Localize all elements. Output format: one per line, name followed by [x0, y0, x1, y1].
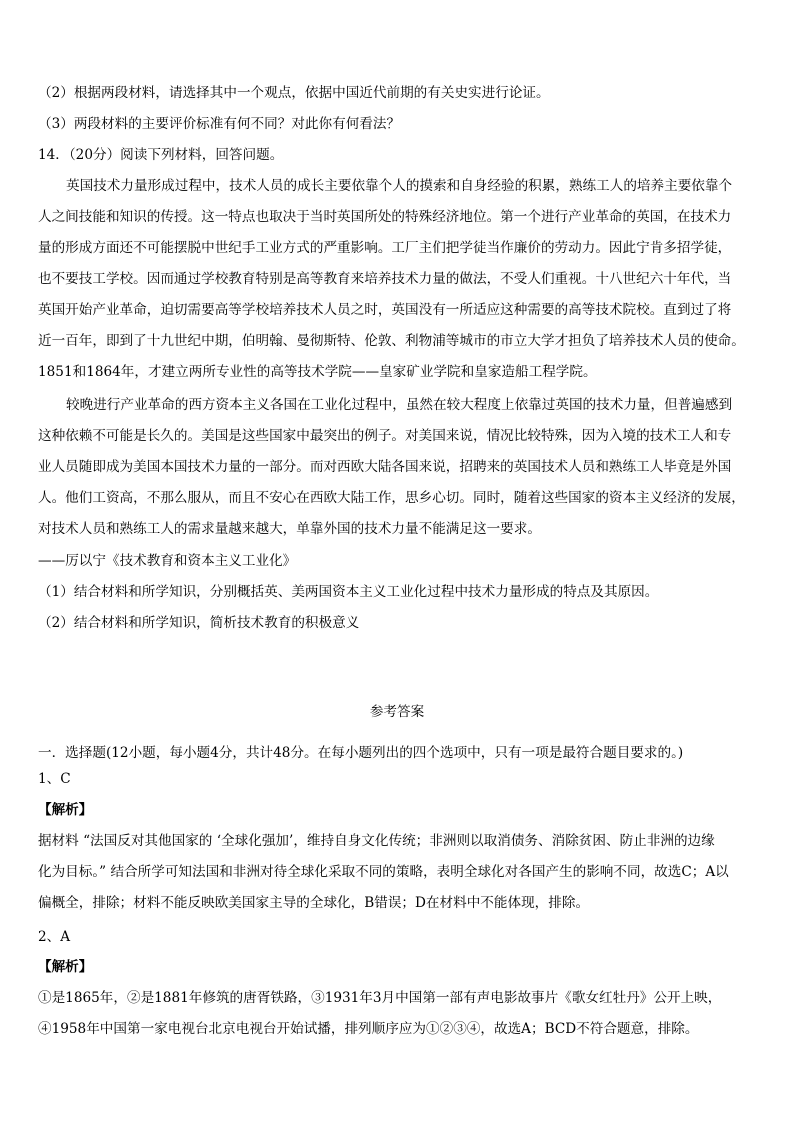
q13-sub2: （2）根据两段材料，请选择其中一个观点，依据中国近代前期的有关史实进行论证。	[38, 85, 550, 101]
paragraph-line: 英国开始产业革命，迫切需要高等学校培养技术人员之时，英国没有一所适应这种需要的高等技术院校。直到过了将	[38, 302, 732, 318]
paragraph-line: 业人员随即成为美国本国技术力量的一部分。而对西欧大陆各国来说，招聘来的英国技术人员和熟练工人毕竟是外国	[38, 459, 732, 475]
q14-source: ——厉以宁《技术教育和资本主义工业化》	[38, 553, 297, 569]
paragraph-line: 英国技术力量形成过程中，技术人员的成长主要依靠个人的摸索和自身经验的积累，熟练工人的培养主要依靠个	[66, 178, 733, 194]
paragraph-line: 较晚进行产业革命的西方资本主义各国在工业化过程中，虽然在较大程度上依靠过英国的技术力量，但普遍感到	[66, 397, 733, 413]
answer-label: 2、A	[38, 929, 71, 945]
q13-sub3: （3）两段材料的主要评价标准有何不同？对此你有何看法？	[38, 116, 401, 132]
answer-label: 1、C	[38, 771, 71, 787]
paragraph-line: 1851和1864年，才建立两所专业性的高等技术学院——皇家矿业学院和皇家造船工程学院。	[38, 364, 597, 380]
paragraph-line: 人。他们工资高，不那么服从，而且不安心在西欧大陆工作，思乡心切。同时，随着这些国家的资本主义经济的发展，	[38, 490, 745, 506]
explanation-line: 偏概全，排除；材料不能反映欧美国家主导的全球化，B错误；D在材料中不能体现，排除。	[38, 895, 590, 911]
paragraph-line: 量的形成方面还不可能摆脱中世纪手工业方式的严重影响。工厂主们把学徒当作廉价的劳动力。因此宁肯多招学徒，	[38, 240, 732, 256]
q14-header: 14．（20分）阅读下列材料，回答问题。	[38, 147, 284, 163]
paragraph-line: 也不要技工学校。因而通过学校教育特别是高等教育来培养技术力量的做法，不受人们重视。十八世纪六十年代，当	[38, 271, 732, 287]
explanation-line: 化为目标。” 结合所学可知法国和非洲对待全球化采取不同的策略，表明全球化对各国产生的影响不同，故选C；A以	[38, 864, 729, 880]
explanation-line: 据材料 “法国反对其他国家的 ‘全球化强加’，维持自身文化传统；非洲则以取消债务、消除贫困、防止非洲的边缘	[38, 833, 715, 849]
answers-section-heading: 一．选择题(12小题，每小题4分，共计48分。在每小题列出的四个选项中，只有一项是最符合题目要求的。)	[38, 745, 684, 761]
paragraph-line: 对技术人员和熟练工人的需求量越来越大，单靠外国的技术力量不能满足这一要求。	[38, 521, 541, 537]
explanation-line: ①是1865年，②是1881年修筑的唐胥铁路，③1931年3月中国第一部有声电影故事片《歌女红牡丹》公开上映，	[38, 990, 722, 1006]
paragraph-line: 这种依赖不可能是长久的。美国是这些国家中最突出的例子。对美国来说，情况比较特殊，因为入境的技术工人和专	[38, 428, 732, 444]
answers-title: 参考答案	[369, 704, 425, 720]
explanation-line: ④1958年中国第一家电视台北京电视台开始试播，排列顺序应为①②③④，故选A；BCD不符合题意，排除。	[38, 1021, 699, 1037]
paragraph-line: 近一百年，即到了十九世纪中期，伯明翰、曼彻斯特、伦敦、利物浦等城市的市立大学才担负了培养技术人员的使命。	[38, 333, 745, 349]
jiexi-label: 【解析】	[38, 959, 93, 975]
q14-sub1: （1）结合材料和所学知识，分别概括英、美两国资本主义工业化过程中技术力量形成的特点及其原因。	[38, 584, 659, 600]
jiexi-label: 【解析】	[38, 802, 93, 818]
q14-sub2: （2）结合材料和所学知识，简析技术教育的积极意义	[38, 615, 360, 631]
paragraph-line: 人之间技能和知识的传授。这一特点也取决于当时英国所处的特殊经济地位。第一个进行产业革命的英国，在技术力	[38, 209, 732, 225]
